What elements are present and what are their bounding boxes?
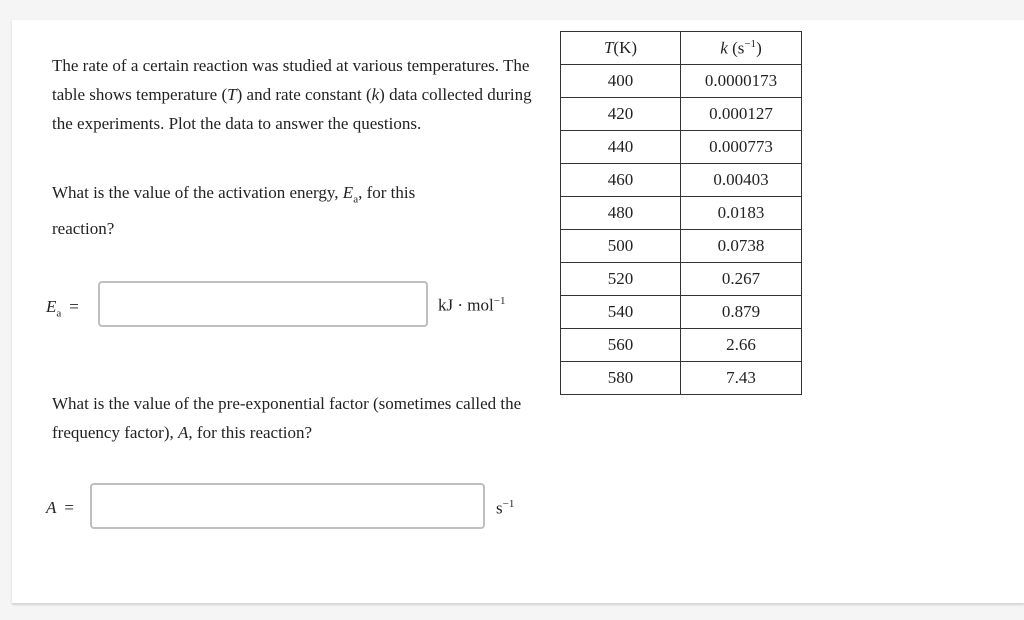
cell-rate-constant: 0.879 xyxy=(681,296,802,329)
question-intro: The rate of a certain reaction was studied at various temperatures. The table shows temperature (T) and rate constant (k) data collected during the experiments. Plot the data to answer the questions. xyxy=(52,56,532,133)
table-row xyxy=(561,98,802,131)
table-row xyxy=(561,164,802,197)
data-table xyxy=(560,31,802,395)
header-rate-constant: k $(s^{-1})$ xyxy=(681,32,802,65)
ea-label: $E_a$ = xyxy=(46,297,79,320)
cell-rate-constant: 0.0738 xyxy=(681,230,802,263)
cell-temperature: 480 xyxy=(561,197,681,230)
table-row xyxy=(561,65,802,98)
cell-rate-constant: 0.0000173 xyxy=(681,65,802,98)
cell-temperature: 400 xyxy=(561,65,681,98)
cell-rate-constant: 2.66 xyxy=(681,329,802,362)
cell-rate-constant: 0.0183 xyxy=(681,197,802,230)
cell-temperature: 520 xyxy=(561,263,681,296)
cell-temperature: 440 xyxy=(561,131,681,164)
cell-rate-constant: 0.000127 xyxy=(681,98,802,131)
table-row xyxy=(561,230,802,263)
cell-rate-constant: 0.267 xyxy=(681,263,802,296)
ea-input[interactable] xyxy=(98,281,428,327)
cell-rate-constant: 7.43 xyxy=(681,362,802,395)
cell-temperature: 560 xyxy=(561,329,681,362)
table-row xyxy=(561,329,802,362)
k-symbol: k xyxy=(371,85,380,104)
cell-temperature: 500 xyxy=(561,230,681,263)
header-temperature: T(K) xyxy=(561,32,681,65)
cell-rate-constant: 0.000773 xyxy=(681,131,802,164)
cell-temperature: 540 xyxy=(561,296,681,329)
ea-unit: kJ · mol$^{-1}$ xyxy=(438,295,506,315)
cell-temperature: 460 xyxy=(561,164,681,197)
question-activation-energy: What is the value of the activation energy, $E_a$, for this reaction? xyxy=(52,183,416,239)
table-row xyxy=(561,131,802,164)
cell-temperature: 580 xyxy=(561,362,681,395)
table-row xyxy=(561,197,802,230)
table-row xyxy=(561,362,802,395)
table-body xyxy=(561,65,802,395)
a-label: A = xyxy=(46,498,74,517)
a-input[interactable] xyxy=(90,483,485,529)
cell-temperature: 420 xyxy=(561,98,681,131)
a-unit: $s^{-1}$ xyxy=(496,498,515,518)
table-row xyxy=(561,296,802,329)
question-pre-exponential: What is the value of the pre-exponential factor (sometimes called the frequency factor), A, for this reaction? xyxy=(52,394,522,442)
table-row xyxy=(561,263,802,296)
question-card xyxy=(12,20,1024,604)
table-header-row xyxy=(561,32,802,65)
cell-rate-constant: 0.00403 xyxy=(681,164,802,197)
t-symbol: T xyxy=(227,85,237,104)
